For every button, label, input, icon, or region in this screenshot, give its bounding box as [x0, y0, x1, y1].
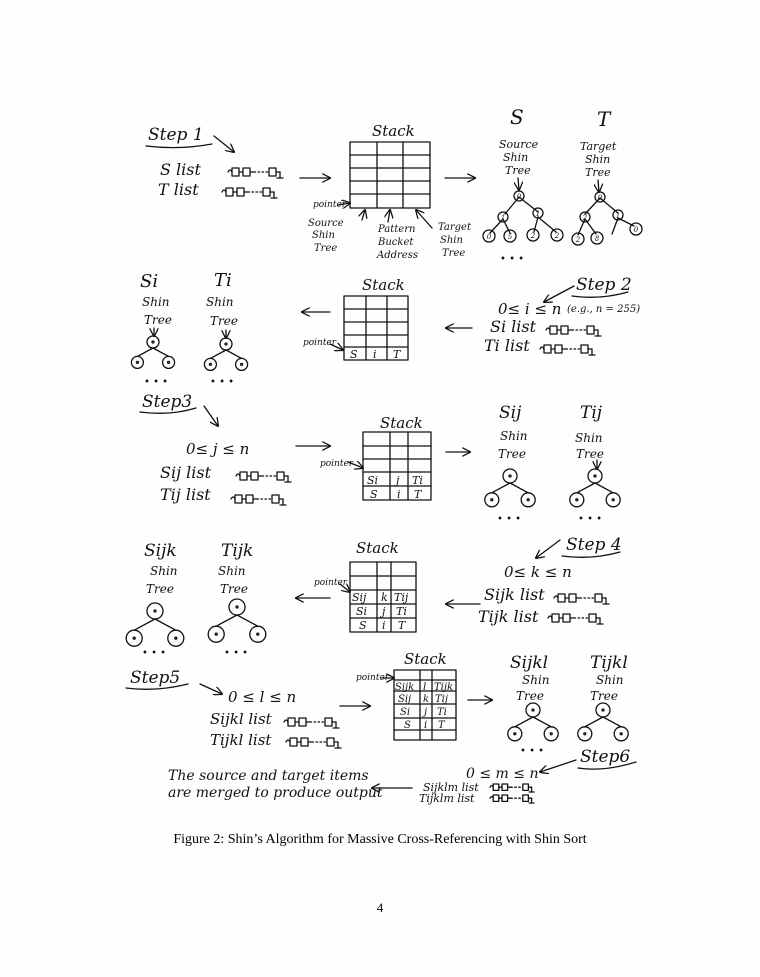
source-label-1: Source: [499, 138, 539, 151]
step4-arrow: [536, 540, 560, 558]
step3-cell-ti: Ti: [412, 474, 423, 487]
s-node-4: 5: [507, 233, 513, 241]
step5-cell-t: T: [438, 720, 445, 731]
step4-range: 0≤ k ≤ n: [504, 563, 572, 581]
step1-pointer-label: pointer: [313, 200, 347, 210]
s-tree-dots: • • •: [500, 254, 525, 265]
step5-stack-title: Stack: [404, 650, 447, 668]
step1-stack-title: Stack: [372, 122, 415, 140]
source-tree-line2: Shin: [312, 230, 335, 241]
step1-label: Step 1: [148, 125, 204, 145]
step2-example: (e.g., n = 255): [567, 304, 641, 315]
tijk-shin: Shin: [218, 564, 246, 578]
s-tree-in-arrow: [518, 178, 519, 190]
page-number: 4: [376, 900, 384, 915]
tij-list-chain: [231, 495, 286, 505]
ti-tree-dots: • • •: [210, 377, 235, 388]
step4-cell-t: T: [398, 619, 406, 632]
pattern-line1: Pattern: [378, 224, 416, 235]
step2-cell-t: T: [393, 348, 401, 361]
step4-cell-ti: Ti: [396, 605, 407, 618]
step1-section: [146, 105, 642, 265]
sijk-list-label: Sijk list: [484, 585, 545, 604]
step3-range: 0≤ j ≤ n: [186, 440, 250, 458]
sijkl-shin-tree: [508, 703, 558, 741]
tijkl-list-label: Tijkl list: [210, 731, 272, 749]
step4-cell-sij: Sij: [352, 591, 367, 604]
s-node-5: 2: [530, 232, 536, 240]
tijklm-list-label: Tijklm list: [419, 792, 475, 805]
step5-cell-i: i: [424, 720, 428, 731]
target-tree-line1: Target: [438, 222, 471, 233]
sijklm-list-chain: [490, 784, 534, 792]
source-label-3: Tree: [505, 164, 531, 177]
tijk-list-label: Tijk list: [478, 607, 539, 626]
pattern-line2: Bucket: [378, 237, 414, 248]
step5-cell-ti: Ti: [437, 707, 447, 718]
t-tree-in-arrow: [598, 180, 599, 192]
sij-tree: Tree: [498, 447, 526, 461]
target-tree-line2: Shin: [440, 235, 463, 246]
sijkl-tree: Tree: [516, 689, 544, 703]
ti-tree: Tree: [210, 314, 238, 328]
step4-cell-j: j: [382, 605, 386, 618]
target-tree-line3: Tree: [442, 248, 466, 259]
step6-label: Step6: [580, 747, 631, 767]
sijk-tree: Tree: [146, 582, 174, 596]
step5-cell-si: Si: [400, 707, 411, 718]
step5-cell-tij: Tij: [435, 694, 448, 705]
tijkl-tree: Tree: [590, 689, 618, 703]
source-tree-line1: Source: [308, 218, 344, 229]
ti-list-label: Ti list: [484, 336, 530, 355]
tij-shin-tree: [570, 469, 620, 507]
out-s-letter: S: [510, 105, 524, 129]
figure-caption: Figure 2: Shin’s Algorithm for Massive Cross-Referencing with Shin Sort: [173, 832, 587, 847]
step3-pointer-label: pointer: [320, 459, 354, 469]
si-shin: Shin: [142, 295, 170, 309]
step3-cell-j: j: [396, 474, 400, 487]
si-title: Si: [140, 271, 159, 292]
step4-section: [126, 535, 621, 659]
tijk-tree-dots: • • •: [224, 648, 249, 659]
source-tree-arrow: [362, 210, 365, 220]
target-label-2: Shin: [585, 153, 611, 166]
s-list-label: S list: [160, 160, 201, 179]
tijk-shin-tree: [208, 599, 266, 642]
si-tree: Tree: [144, 313, 172, 327]
step5-cell-l: l: [423, 682, 427, 693]
step3-arrow: [204, 406, 218, 426]
t-node-0: 0: [597, 194, 603, 202]
step5-cell-tijk: Tijk: [434, 682, 454, 693]
tij-tree: Tree: [576, 447, 604, 461]
tij-list-label: Tij list: [160, 485, 211, 504]
sij-shin: Shin: [500, 429, 528, 443]
tijkl-title: Tijkl: [590, 653, 628, 673]
sijkl-list-chain: [284, 718, 339, 728]
step6-range: 0 ≤ m ≤ n: [466, 766, 539, 782]
target-label-3: Tree: [585, 166, 611, 179]
sijk-title: Sijk: [144, 541, 177, 561]
output-text-1: The source and target items: [168, 768, 369, 784]
step5-cell-sijk: Sijk: [395, 682, 415, 693]
output-text-2: are merged to produce output: [168, 785, 383, 801]
t-node-2: 1: [615, 212, 621, 220]
s-node-6: 2: [554, 232, 560, 240]
s-node-1: 1: [500, 214, 506, 222]
sijk-list-chain: [554, 594, 609, 604]
sijkl-list-label: Sijkl list: [210, 710, 272, 728]
sijk-shin: Shin: [150, 564, 178, 578]
pattern-line3: Address: [377, 250, 418, 261]
tijk-title: Tijk: [221, 541, 254, 561]
step3-cell-t: T: [414, 488, 422, 501]
source-tree-line3: Tree: [314, 243, 338, 254]
s-node-0: 0: [516, 193, 522, 201]
step4-stack-title: Stack: [356, 539, 399, 557]
si-list-label: Si list: [490, 317, 537, 336]
s-node-2: 1: [535, 210, 541, 218]
sijklm-list-label: Sijklm list: [423, 781, 479, 794]
t-node-3: 2: [575, 236, 581, 244]
s-node-3: 0: [486, 233, 492, 241]
sijk-shin-tree: [126, 603, 184, 646]
step4-label: Step 4: [566, 535, 622, 555]
tij-title: Tij: [580, 403, 603, 423]
step4-cell-i: i: [382, 619, 386, 632]
step2-section: [131, 270, 640, 388]
source-shin-tree: [483, 191, 563, 242]
ti-shin-tree: [204, 338, 247, 370]
step5-arrow: [200, 684, 222, 694]
ti-shin: Shin: [206, 295, 234, 309]
step4-cell-s: S: [359, 619, 367, 632]
tijkl-list-chain: [286, 738, 341, 748]
step4-cell-tij: Tij: [394, 591, 409, 604]
tijklm-list-chain: [490, 795, 534, 803]
t-list-chain: [222, 188, 277, 198]
step5-section: [126, 650, 628, 757]
step2-cell-i: i: [373, 348, 377, 361]
sij-title: Sij: [499, 403, 522, 423]
step5-cell-k: k: [423, 694, 430, 705]
step3-cell-i: i: [397, 488, 401, 501]
sijkl-title: Sijkl: [510, 653, 549, 673]
sijkl-tree-dots: • • •: [520, 746, 545, 757]
step3-label: Step3: [142, 392, 193, 412]
step1-arrow: [214, 136, 234, 152]
step6-arrow: [540, 760, 576, 772]
si-tree-dots: • • •: [144, 377, 169, 388]
step2-cell-s: S: [350, 348, 358, 361]
step2-range: 0≤ i ≤ n: [498, 300, 562, 318]
step3-cell-si: Si: [367, 474, 379, 487]
step5-pointer-label: pointer: [356, 673, 390, 683]
step3-cell-s: S: [370, 488, 378, 501]
tijkl-shin: Shin: [596, 673, 624, 687]
target-label-1: Target: [580, 140, 617, 153]
tijk-list-chain: [548, 614, 603, 624]
step5-cell-sij: Sij: [398, 694, 412, 705]
ti-list-chain: [540, 345, 595, 355]
sijk-tree-dots: • • •: [142, 648, 167, 659]
si-shin-tree: [131, 336, 174, 368]
step4-cell-si: Si: [356, 605, 368, 618]
sij-tree-dots: • • •: [497, 514, 522, 525]
step6-section: [168, 747, 636, 805]
step2-stack-title: Stack: [362, 276, 405, 294]
source-label-2: Shin: [503, 151, 529, 164]
step4-pointer-label: pointer: [314, 578, 348, 588]
step5-cell-j: j: [424, 707, 428, 718]
step3-section: [140, 392, 620, 525]
target-tree-arrow: [416, 210, 432, 228]
t-node-5: 0: [633, 226, 639, 234]
tij-tree-dots: • • •: [578, 514, 603, 525]
pattern-arrow: [388, 210, 390, 222]
step1-stack-grid: [350, 142, 430, 208]
step5-label: Step5: [130, 668, 181, 688]
tijk-tree: Tree: [220, 582, 248, 596]
tijkl-shin-tree: [578, 703, 628, 741]
si-list-chain: [546, 326, 601, 336]
step3-stack-title: Stack: [380, 414, 423, 432]
step4-cell-k: k: [381, 591, 388, 604]
out-t-letter: T: [597, 107, 611, 131]
sij-list-label: Sij list: [160, 463, 211, 482]
tij-shin: Shin: [575, 431, 603, 445]
sij-shin-tree: [485, 469, 535, 507]
t-list-label: T list: [158, 180, 199, 199]
step2-pointer-label: pointer: [303, 338, 337, 348]
step5-cell-s: S: [404, 720, 411, 731]
step2-label: Step 2: [576, 275, 632, 295]
step5-range: 0 ≤ l ≤ n: [228, 688, 297, 706]
t-node-1: 2: [582, 214, 588, 222]
t-node-4: 8: [594, 235, 600, 243]
sij-list-chain: [236, 472, 291, 482]
target-shin-tree: [572, 192, 642, 245]
sijkl-shin: Shin: [522, 673, 550, 687]
s-list-chain: [228, 168, 283, 178]
ti-title: Ti: [214, 270, 232, 291]
